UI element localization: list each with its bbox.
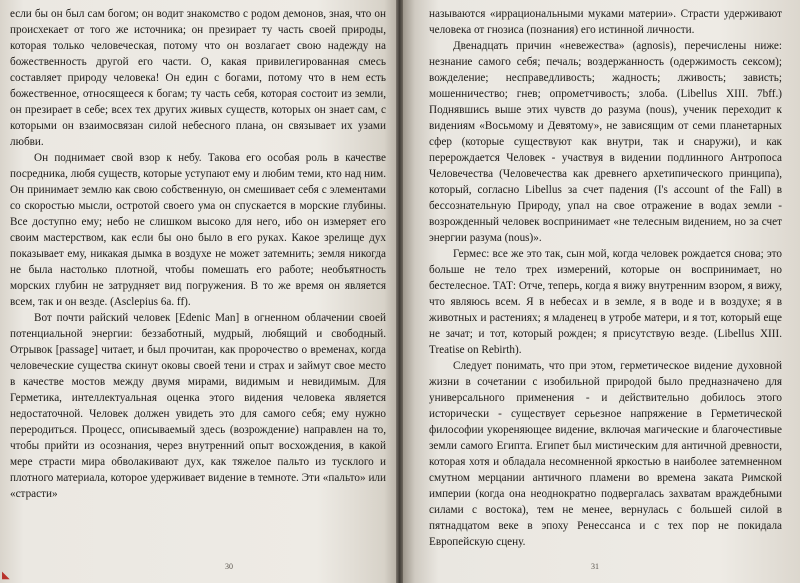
left-paragraph-1: если бы он был сам богом; он водит знакомство с родом демонов, зная, что он происхекает от того же источника; он презирает ту часть своей природы, которая только человеческая, потому что он возлагает свою надежду на божественность другой его части. О, какая привилегированная смесь составляет природу человека! Он един с богами, потому что в нем есть божественное, относящееся к богам; ту часть себя, которая состоит из земли, он презирает в себе; всех тех других живых существ, которых он знает сам, с которыми он взаимосвязан силой небесного плана, он связывает их узами любви. <box>10 8 386 148</box>
right-page <box>403 0 800 583</box>
right-paragraph-3: Гермес: все же это так, сын мой, когда человек рождается снова; это больше не тело трех измерений, которые он воспринимает, но бестелесное. ТАТ: Отче, теперь, когда я вижу внутренним взором, я вижу, что являюсь всем. Я в небесах и в земле, я в воде и в воздухе; я в животных и растениях; я младенец в утробе матери, и я тот, который еще не зачат; и тот, который рожден; я присутствую везде. (Libellus XIII. Treatise on Rebirth). <box>429 248 782 356</box>
left-page <box>0 0 396 583</box>
corner-marker-icon: ◣ <box>2 570 10 581</box>
right-page-text <box>429 6 782 550</box>
right-paragraph-4: Следует понимать, что при этом, герметическое видение духовной жизни в сочетании с изобильной природой было предназначено для универсального применения - и действительно добилось этого исторически - существует серьезное напряжение в Герметической философии укореняющее видение, включая магические и благочестивые земли самого Египта. Египет был мистическим для античной древности, которая хотя и обладала несомненной яркостью в наиболее затемненном смутном мерцании античного пламени во времена заката Римской империи (когда она неоднократно подвергалась захватам враждебными силами с востока), тем не менее, вернулась с большей силой в пятнадцатом веке в эпоху Ренессанса и с тех пор не покидала Европейскую сцену. <box>429 360 782 548</box>
right-paragraph-2: Двенадцать причин «невежества» (agnosis), перечислены ниже: незнание самого себя; печаль; воздержанность (одержимость сексом); вожделение; несправедливость; жадность; лживость; зависть; мошенничество; гнев; опрометчивость; злоба. (Libellus XIII. 7bff.) Поднявшись выше этих чувств до разума (nous), ученик переходит к видениям «Восьмому и Девятому», не зависящим от семи планетарных сфер (которые существуют как внутри, так и снаружи), и как перерождается Человек - участвуя в видении подлинного Антропоса Человечества (Человечества как древнего архетипического принципа), который, согласно Libellus за счет падения (I's account of the Fall) в бессознательную Природу, упал на свое отражение в водах земли - возрожденный человек воспринимает «не телесным видением, но за счет энергии разума (nous)». <box>429 40 782 244</box>
left-paragraph-3: Вот почти райский человек [Edenic Man] в огненном облачении своей потенциальной энергии: беззаботный, мудрый, любящий и свободный. Отрывок [passage] читает, и был прочитан, как пророчество о временах, когда человеческие существа скинут оковы своей тени и страх и займут свое место в качестве мостов между двумя мирами, видимым и невидимым. Для Герметика, интеллектуальная оценка этого видения человека является недостаточной. Человек должен увидеть это для самого себя; ему нужно переродиться. Процесс, описываемый здесь (возрождение) направлен на то, чтобы прийти из осознания, через внутренний опыт восхождения, в какой мере страсти мира обволакивают дух, как тяжелое пальто из тусклого и плотного материала, которое удерживает видение в темноте. Эти «пальто» или «страсти» <box>10 312 386 500</box>
book-gutter <box>396 0 403 583</box>
left-page-text <box>10 6 386 502</box>
right-paragraph-1: называются «иррациональными муками материи». Страсти удерживают человека от гнозиса (познания) его истинной личности. <box>429 8 782 36</box>
left-page-number: 30 <box>225 562 233 571</box>
right-page-number: 31 <box>591 562 599 571</box>
left-paragraph-2: Он поднимает свой взор к небу. Такова его особая роль в качестве посредника, любя существ, которые уступают ему и любим теми, кто над ним. Он принимает землю как свою собственную, он смешивает себя с элементами со скоростью мысли, остротой своего ума он спускается в морские глубины. Все доступно ему; небо не слишком высоко для него, ибо он измеряет его своим мастерством, как если бы оно было в его руках. Какое зрелище дух показывает ему, никакая дымка в воздухе не может затемнить; земля никогда не была настолько плотной, чтобы помешать его работе; необъятность морских глубин не затрудняет вид погружения. В то же время он является всем, так и он везде. (Asclepius 6a. ff). <box>10 152 386 308</box>
